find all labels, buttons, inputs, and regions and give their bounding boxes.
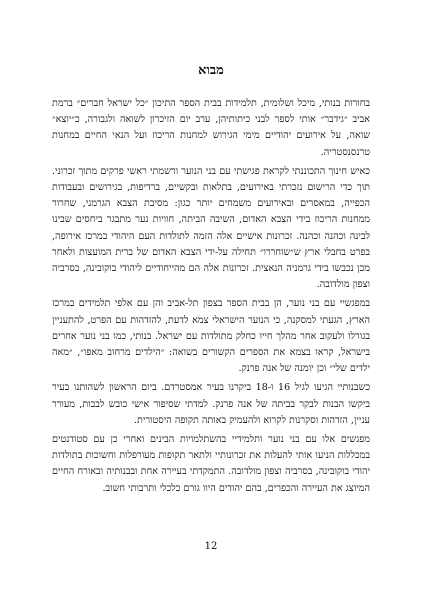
body-text bbox=[52, 96, 370, 500]
paragraph-3: במפגשיי עם בני נוער, הן בבית הספר בצפון תל-אביב והן עם אלפי תלמידים במרכז הארץ, הגעתי למסקנה, כי הנוער הישראלי צמא לדעת, להזדהות עם הפרט, להתעניין בגורלו ולעקוב אחר מהלך חייו כחלק מתולדות עם ישראל. בנותי, כמו בני נוער אחרים בישראל, קראו בצמא את הספרים הקשורים בשואה: ״הילדים מרחוב מאפו״, ״מאה ילדים שלי״ וכן יומנה של אנה פרנק. bbox=[52, 298, 370, 375]
page-number: 12 bbox=[204, 541, 218, 552]
paragraph-2: כאיש חינוך התכוננתי לקראת פגישתי עם בני הנוער ורשמתי ראשי פרקים מתוך זכרוני. תוך כדי הרישום נזכרתי באירועים, בתלאות ובקשיים, ברדיפות, בגירושים ובעבודות הכפייה, במאסרים ובאירועים משמחים יותר כגון: מסיבת הצבא הגרמני, שחרור ממחנות הריכוז בידי הצבא האדום, השיבה הביתה, חוויות נער מתבגר ביחסים שבינו לבינה וכהנה וכהנה. זכרונות אישיים אלה הזמה לתולדות העם היהודי במרכז אירופה, בפרט בחבלי ארץ ש״שוחררו״ תחילה על-ידי הצבא האדום של ברית המועצות ולאחר מכן נכבשו בידי גרמניה הנאצית. זכרונות אלה הם מהייחודיים ליהודי בוקובינה, בסרביה וצפון מולדובה. bbox=[52, 165, 370, 291]
paragraph-5: מפגשים אלו עם בני נוער ותלמידיי בהשתלמויות הבינים ואחרי כן עם סטודנטים במכללות הניעו אותי להעלות את זכרונותיי ולתאר תקופות מעורפלות וחשוכות בתולדות יהודי בוקובינה, בסרביה וצפון מולדובה. התמקדתי בעיירה אחת ובבנותיה ובאורח החיים המיוצג את העיירה והכפרים, בהם יהודים היוו גורם כלכלי ותרבותי חשוב. bbox=[52, 434, 370, 494]
paragraph-1: בחורות בנותי, מיכל ושלומית, תלמידות בבית הספר התיכון ״כל ישראל חברים״ ברמת אביב ״גידבר״ אותי לספר לבני כיתותיהן, ערב יום הזיכרון לשואה ולגבורה, כ״יוצא״ שואה, על אירועים יהודיים מימי הגירוש למחנות הריכוז ועל הנאי החיים במחנות טרנסנסטריה. bbox=[52, 98, 370, 158]
paragraph-4: כשבנותיי הגיעו לגיל 16 ו-18 ביקרנו בעיר אמסטרדם. ביום הראשון לשהותנו בעיר ביקשו הבנות לבקר בביתה של אנה פרנק. למדתי שסיפור אישי כובש לבבות, מעורר עניין, הזדהות וסקרנות לקרוא ולהעמיק באותה תקופה היסטורית. bbox=[52, 382, 371, 426]
page-title: מבוא bbox=[198, 63, 224, 78]
